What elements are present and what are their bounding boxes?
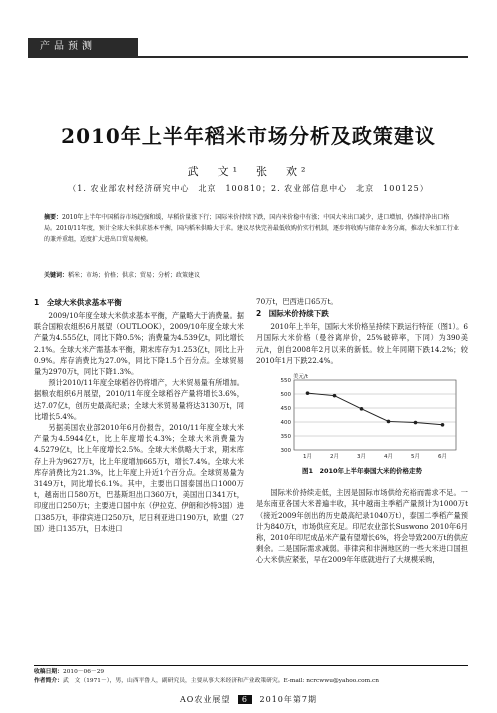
page-footer bbox=[0, 694, 497, 705]
top-rule bbox=[28, 56, 468, 58]
series-line bbox=[308, 393, 443, 425]
x-tick-label: 3月 bbox=[357, 454, 366, 461]
price-chart bbox=[256, 370, 468, 462]
abstract-label: 摘要： bbox=[44, 214, 63, 221]
section-tag: 产品预测 bbox=[28, 38, 138, 56]
paragraph: 2010年上半年，国际大米价格呈持续下跌运行特征（图1）。6月国际大米价格（曼谷离岸价，25%破碎率，下同）为390美元/t，创自2008年2月以来的新低。较上年同期下跌14.2%；较2010年1月下跌22.4%。 bbox=[256, 322, 468, 365]
data-point bbox=[387, 420, 391, 424]
x-tick-label: 5月 bbox=[411, 454, 420, 461]
price-chart-svg bbox=[256, 370, 468, 462]
issue-label: 2010年第7期 bbox=[259, 695, 317, 704]
paragraph: 另据美国农业部2010年6月份报告，2010/11年度全球大米产量为4.5944亿t，比上年度增长4.3%；全球大米消费量为4.5279亿t，比上年度增长2.5%。全球大米供略大于求，期末库存上升为9627万t，比上年度增加665万t，增长7.4%。全球大米库存消费比为21.3%，比上年度上升近1个百分点。全球贸易量为3149万t，同比增长6.1%。其中，主要出口国泰国出口1000万t，越南出口580万t，巴基斯坦出口360万t，美国出口341万t，印度出口250万t；主要进口国中东（伊拉克、伊朗和沙特3国）进口385万t，菲律宾进口250万t，尼日利亚进口190万t，欧盟（27国）进口135万t，日本进口 bbox=[34, 423, 244, 533]
paragraph: 国际米价持续走低，主因是国际市场供给充裕而需求不足。一是东南亚各国大米普遍丰收，其中越南主季稻产量预计为1000万t（接近2009年创出的历史最高纪录1040万t），泰国二季稻产量预计为840万t，市场供应充足。印尼农业部长Suswono 2010年6月称，2010年印尼成品米产量有望增长6%，将会导致200万t的供应剩余。二是国际需求减弱。菲律宾和非洲地区的一些大米进口国担心大米供应紧张，早在2009年年底就进行了大规模采购， bbox=[256, 488, 468, 565]
footnotes bbox=[34, 668, 468, 686]
y-tick-label: 500 bbox=[280, 392, 291, 399]
x-tick-label: 4月 bbox=[384, 454, 393, 461]
authors: 武 文¹ 张 欢² bbox=[187, 165, 310, 178]
left-column bbox=[34, 296, 244, 534]
section-heading-2: 2 国际米价持续下跌 bbox=[256, 309, 329, 319]
page-number: 6 bbox=[238, 695, 252, 704]
data-point bbox=[333, 394, 337, 398]
y-tick-label: 400 bbox=[280, 420, 291, 427]
x-tick-label: 2月 bbox=[330, 454, 339, 461]
journal-name: AO农业展望 bbox=[180, 695, 231, 704]
abstract bbox=[44, 212, 460, 245]
paragraph: 预计2010/11年度全球稻谷仍将增产，大米贸易量有所增加。据粮农组织6月展望，2010/11年度全球稻谷产量将增长3.6%，达7.07亿t，创历史最高纪录；全球大米贸易量将达3130万t，同比增长5.4%。 bbox=[34, 378, 244, 421]
author-bio-text: 武 文（1971－），男，山西平鲁人，副研究员，主要从事大米经济和产业政策研究。E-mail: ncrcwwu@yahoo.com.cn bbox=[63, 678, 379, 684]
y-tick-label: 300 bbox=[280, 448, 291, 455]
data-point bbox=[414, 421, 418, 425]
y-tick-label: 450 bbox=[280, 406, 291, 413]
keywords-label: 关键词： bbox=[44, 272, 69, 279]
right-column bbox=[256, 296, 468, 566]
article-title: 2010年上半年稻米市场分析及政策建议 bbox=[61, 124, 436, 148]
affiliation: （1. 农业部农村经济研究中心 北京 100810；2. 农业部信息中心 北京 100125） bbox=[68, 184, 429, 193]
author-bio-label: 作者简介： bbox=[34, 678, 63, 684]
y-tick-label: 550 bbox=[280, 378, 291, 385]
keywords-text: 稻米；市场；价格；供求；贸易；分析；政策建议 bbox=[68, 272, 201, 279]
data-point bbox=[306, 391, 310, 395]
x-tick-label: 6月 bbox=[438, 454, 447, 461]
paragraph: 2009/10年度全球大米供求基本平衡，产量略大于消费量。据联合国粮农组织6月展望（OUTLOOK），2009/10年度全球大米产量为4.555亿t，同比下降0.5%；消费量为4.539亿t，同比增长2.1%。全球大米产需基本平衡，期末库存为1.253亿t，同比上升0.9%。库存消费比为27.0%，同比下降1.5个百分点。全球贸易量为2970万t，同比下降1.3%。 bbox=[34, 311, 244, 377]
paragraph: 70万t，巴西进口65万t。 bbox=[256, 297, 338, 306]
section-heading-1: 1 全球大米供求基本平衡 bbox=[34, 298, 122, 307]
data-point bbox=[360, 407, 364, 411]
y-axis-label: 美元/t bbox=[293, 374, 309, 381]
x-tick-label: 1月 bbox=[303, 454, 312, 461]
keywords bbox=[44, 270, 460, 281]
data-point bbox=[441, 423, 445, 427]
figure-caption: 图1 2010年上半年泰国大米的价格走势 bbox=[301, 467, 423, 476]
author-bio bbox=[34, 677, 468, 686]
abstract-text: 2010年上半年中国稻谷市场趋强和缓，早稻价量涨下行；国际米价持续下跌，国内米价稳中有涨；中国大米出口减少，进口增加，仍维持净出口格局。2010/11年度，预计全球大米供求基本平衡，国内稻米供略大于求。建议尽快完善最低收购价实行机制，逐步将收购与储存业务分离，推动大米加工行业的兼并重组，适度扩大进出口贸易规模。 bbox=[44, 214, 459, 243]
y-tick-label: 350 bbox=[280, 434, 291, 441]
received-label: 收稿日期： bbox=[34, 669, 63, 675]
received-value: 2010－06－29 bbox=[63, 669, 105, 675]
footnote-rule bbox=[34, 665, 468, 666]
received-date bbox=[34, 668, 468, 677]
